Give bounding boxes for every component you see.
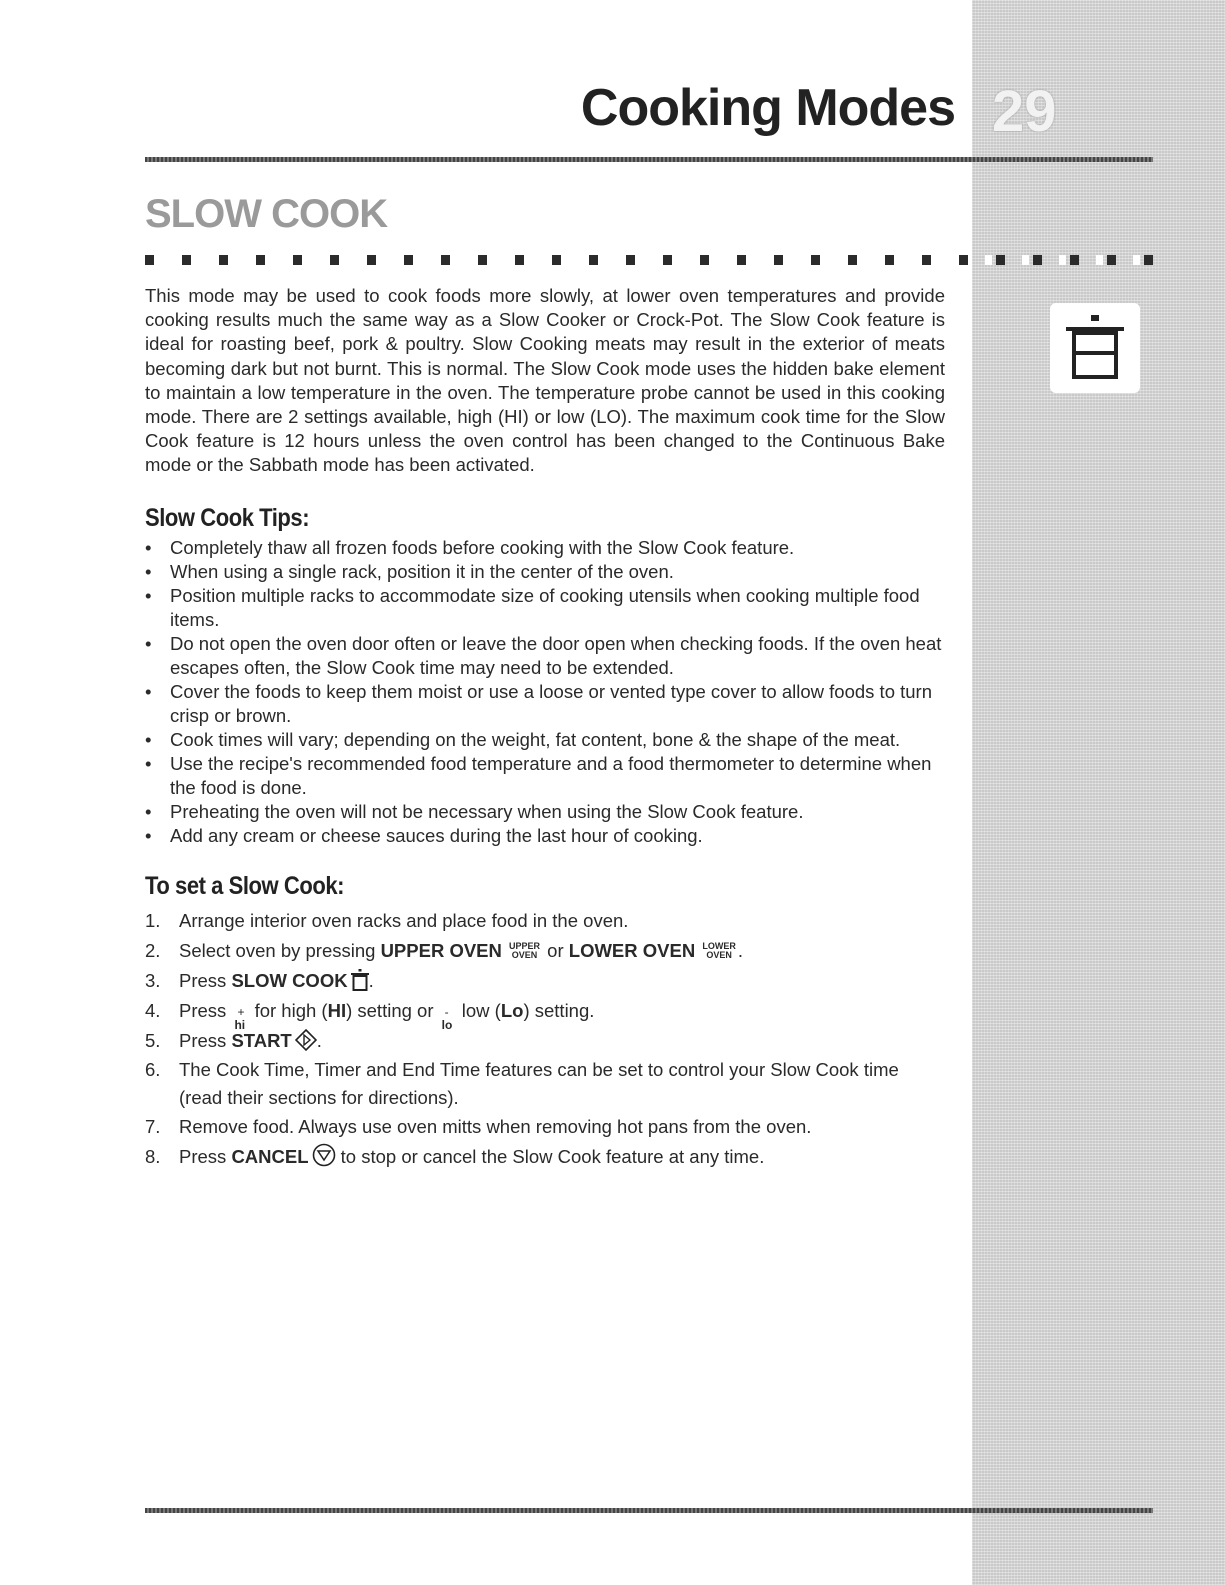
section-divider-margin (985, 255, 1155, 265)
step-8: 8. Press CANCEL to stop or cancel the Slow Cook feature at any time. (145, 1142, 945, 1172)
step-1: 1. Arrange interior oven racks and place food in the oven. (145, 910, 629, 931)
bullet-icon: • (145, 537, 152, 558)
steps-heading: To set a Slow Cook: (145, 872, 345, 900)
step-3: 3. Press SLOW COOK . (145, 970, 374, 991)
bullet-icon: • (145, 729, 152, 750)
footer-rule (145, 1508, 1153, 1513)
step-2: 2. Select oven by pressing UPPER OVEN UPPER OVEN or LOWER OVEN LOWER OVEN . (145, 940, 743, 961)
lower-oven-key-label: LOWER OVEN (568, 940, 696, 961)
bullet-icon: • (145, 801, 152, 822)
lower-oven-key-icon: LOWER OVEN (702, 941, 736, 960)
steps-list (145, 906, 945, 1172)
step-6: 6. The Cook Time, Timer and End Time features can be set to control your Slow Cook time (read their sections for directions). (145, 1059, 899, 1108)
bullet-icon: • (145, 681, 152, 702)
tips-list (145, 536, 945, 848)
list-item: • Position multiple racks to accommodate size of cooking utensils when cooking multiple food items. (145, 585, 920, 630)
list-item: • Do not open the oven door often or leave the door open when checking foods. If the oven heat escapes often, the Slow Cook time may need to be extended. (145, 633, 942, 678)
page-number: 29 (992, 79, 1057, 144)
upper-oven-key-icon: UPPER OVEN (509, 941, 541, 960)
cancel-icon (312, 1143, 336, 1167)
slow-cook-key-label: SLOW COOK (231, 970, 348, 991)
list-item: • Add any cream or cheese sauces during the last hour of cooking. (145, 825, 703, 846)
bullet-icon: • (145, 753, 152, 774)
tips-heading: Slow Cook Tips: (145, 504, 310, 532)
header-rule (145, 157, 1153, 162)
slow-cook-pot-icon (351, 969, 369, 991)
bullet-icon: • (145, 633, 152, 654)
list-item: • Completely thaw all frozen foods before cooking with the Slow Cook feature. (145, 537, 795, 558)
lo-minus-key-icon: - lo (441, 1005, 453, 1032)
bullet-icon: • (145, 561, 152, 582)
list-item: • Preheating the oven will not be necessary when using the Slow Cook feature. (145, 801, 804, 822)
list-item: • Use the recipe's recommended food temperature and a food thermometer to determine when the food is done. (145, 753, 932, 798)
side-margin-band (972, 0, 1225, 1585)
step-7: 7. Remove food. Always use oven mitts when removing hot pans from the oven. (145, 1116, 812, 1137)
step-5: 5. Press START . (145, 1030, 322, 1051)
bullet-icon: • (145, 825, 152, 846)
start-key-label: START (231, 1030, 292, 1051)
page-title: Cooking Modes (580, 79, 955, 137)
section-title: SLOW COOK (145, 192, 388, 236)
list-item: • Cover the foods to keep them moist or use a loose or vented type cover to allow foods to turn crisp or brown. (145, 681, 932, 726)
step-4: 4. Press + hi for high (HI) setting or - lo low (Lo) setting. (145, 1000, 595, 1032)
bullet-icon: • (145, 585, 152, 606)
hi-plus-key-icon: + hi (234, 1005, 246, 1032)
list-item: • Cook times will vary; depending on the weight, fat content, bone & the shape of the meat. (145, 729, 901, 750)
list-item: • When using a single rack, position it in the center of the oven. (145, 561, 674, 582)
start-icon (295, 1029, 317, 1051)
intro-paragraph: This mode may be used to cook foods more slowly, at lower oven temperatures and provide cooking results much the same way as a Slow Cooker or Crock-Pot. The Slow Cook feature is ideal for roasting beef, pork & poultry. Slow Cooking meats may result in the exterior of meats becoming dark but not burnt. This is normal. The Slow Cook mode uses the hidden bake element to maintain a low temperature in the oven. The temperature probe cannot be used in this cooking mode. There are 2 settings available, high (HI) or low (LO). The maximum cook time for the Slow Cook feature is 12 hours unless the oven control has been changed to the Continuous Bake mode or the Sabbath mode has been activated. (145, 285, 945, 476)
upper-oven-key-label: UPPER OVEN (380, 940, 502, 961)
cancel-key-label: CANCEL (231, 1146, 309, 1167)
slow-cook-pot-icon (1050, 303, 1140, 393)
